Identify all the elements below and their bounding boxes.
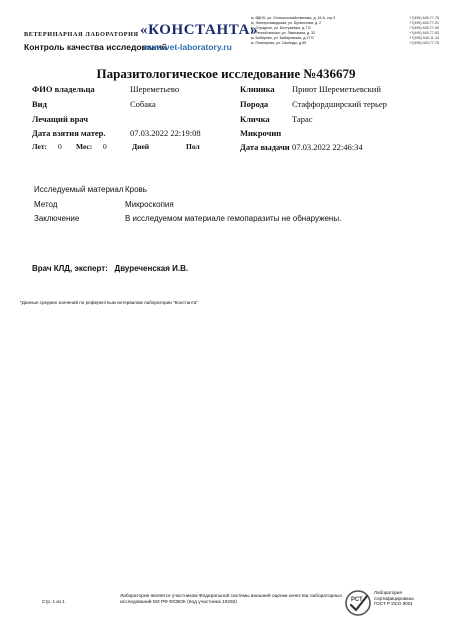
cert-line: ГОСТ Р ИСО 9001 bbox=[374, 601, 413, 607]
address-text: м. ВДНХ, ул. Сельскохозяйственная, д. 16 А, стр.3 bbox=[251, 16, 336, 20]
months-value: 0 bbox=[103, 142, 107, 151]
address-text: м. Планерная, ул. Свободы, д.65 bbox=[251, 41, 307, 46]
years-label: Лет: bbox=[32, 142, 48, 151]
sample-date-label: Дата взятия матер. bbox=[32, 128, 106, 138]
method-value: Микроскопия bbox=[125, 200, 174, 209]
method-label: Метод bbox=[34, 200, 58, 209]
species-label: Вид bbox=[32, 99, 47, 109]
species-value: Собака bbox=[130, 99, 156, 109]
lab-name: «КОНСТАНТА» bbox=[140, 22, 259, 38]
cert-line: Лаборатория bbox=[374, 590, 402, 595]
phone-text: +7(495) 645-77-95 bbox=[409, 26, 439, 31]
chip-label: Микрочип bbox=[240, 128, 282, 138]
clinic-value: Приют Шереметьевский bbox=[292, 84, 381, 94]
svg-text:РСТ: РСТ bbox=[351, 597, 363, 603]
doctor-label: Лечащий врач bbox=[32, 114, 88, 124]
address-text: м. Электрозаводская, ул. Бухвостова, д. 2 bbox=[251, 21, 322, 26]
page-number: Стр. 1 из 1 bbox=[42, 599, 65, 604]
material-value: Кровь bbox=[125, 185, 147, 194]
address-text: м. Бибирево, ул. Бибиревская, д.17 Б bbox=[251, 36, 314, 41]
phone-text: +7(495) 003-77-75 bbox=[409, 41, 439, 46]
nickname-label: Кличка bbox=[240, 114, 270, 124]
owner-label: ФИО владельца bbox=[32, 84, 95, 94]
issue-date-label: Дата выдачи bbox=[240, 142, 290, 152]
nickname-value: Тарас bbox=[292, 114, 313, 124]
footnote: *Данные средних значений по референтным интервалам лаборатории "Константа" bbox=[20, 300, 199, 305]
phone-text: +7(495) 645-11-34 bbox=[409, 36, 439, 41]
phone-text: +7(495) 645-77-91 bbox=[409, 21, 439, 26]
certification-logo bbox=[344, 588, 372, 623]
certification-text bbox=[374, 590, 414, 607]
owner-value: Шереметьево bbox=[130, 84, 180, 94]
address-text: м. Речной вокзал, ул. Лавочкина, д. 32 bbox=[251, 31, 316, 36]
address-list bbox=[251, 16, 439, 47]
clinic-label: Клиника bbox=[240, 84, 275, 94]
lab-subtitle: Контроль качества исследований bbox=[24, 42, 167, 52]
material-label: Исследуемый материал bbox=[34, 185, 124, 194]
conclusion-label: Заключение bbox=[34, 214, 80, 223]
breed-value: Стаффордширский терьер bbox=[292, 99, 387, 109]
conclusion-value: В исследуемом материале гемопаразиты не обнаружены. bbox=[125, 214, 342, 223]
footer-note: Лаборатория является участником Федеральной системы внешней оценки качества лабораторных исследований МЗ РФ ФСВОК (Код участника 10292) bbox=[120, 594, 342, 605]
sample-date-value: 07.03.2022 22:19:08 bbox=[130, 128, 201, 138]
document-title: Паразитологическое исследование №436679 bbox=[96, 66, 356, 81]
years-value: 0 bbox=[58, 142, 62, 151]
sex-label: Пол bbox=[186, 142, 200, 151]
address-item bbox=[251, 41, 439, 46]
lab-type-label: ВЕТЕРИНАРНАЯ ЛАБОРАТОРИЯ bbox=[24, 31, 139, 38]
phone-text: +7(495) 645-77-83 bbox=[409, 31, 439, 36]
days-label: Дней bbox=[132, 142, 150, 151]
cert-line: Сертифицирована bbox=[374, 595, 414, 601]
doctor-signature: Врач КЛД, эксперт: Двуреченская И.В. bbox=[32, 264, 189, 273]
address-text: м. Отрадное, ул. Бестужевых, д.7 Б bbox=[251, 26, 311, 31]
phone-text: +7(495) 645-77-76 bbox=[409, 16, 439, 20]
issue-date-value: 07.03.2022 22:46:34 bbox=[292, 142, 363, 152]
months-label: Мес: bbox=[76, 142, 93, 151]
lab-website-link[interactable]: www.vet-laboratory.ru bbox=[143, 42, 232, 52]
breed-label: Порода bbox=[240, 99, 269, 109]
